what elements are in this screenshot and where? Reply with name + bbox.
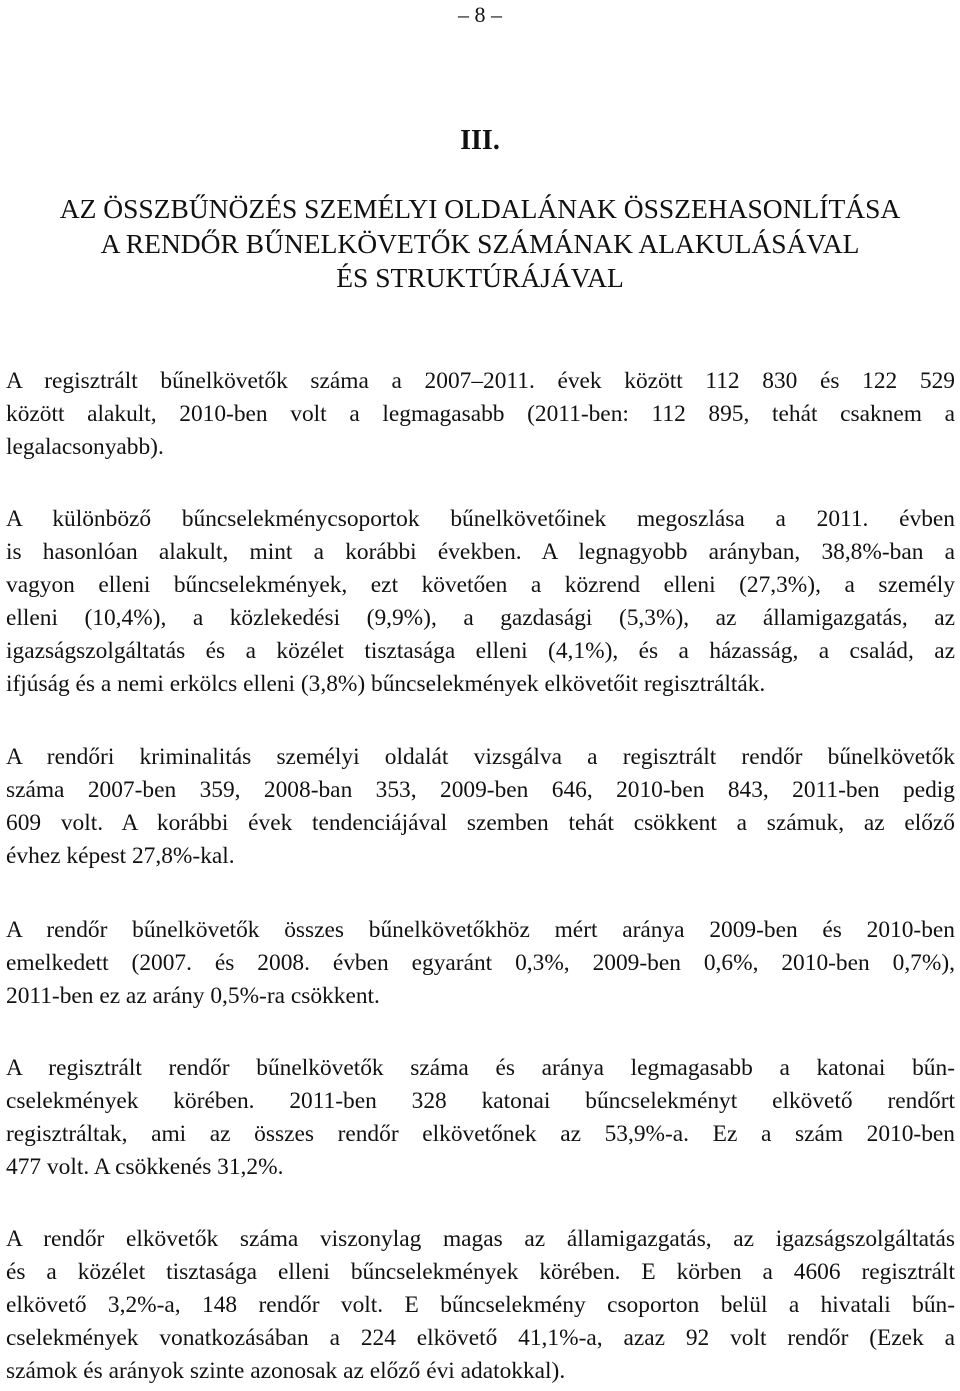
text-line: A regisztrált bűnelkövetők száma a 2007–2011. évek között 112 830 és 122 529	[6, 368, 955, 394]
text-line: száma 2007-ben 359, 2008-ban 353, 2009-ben 646, 2010-ben 843, 2011-ben pedig	[6, 777, 955, 803]
text-line: A különböző bűncselekménycsoportok bűnelkövetőinek megoszlása a 2011. évben	[6, 506, 955, 532]
paragraph	[6, 741, 955, 873]
text-line: legalacsonyabb).	[6, 434, 164, 460]
text-line: A rendőr elkövetők száma viszonylag magas az államigazgatás, az igazságszolgáltatás	[6, 1226, 955, 1252]
text-line: A rendőr bűnelkövetők összes bűnelkövetőkhöz mért aránya 2009-ben és 2010-ben	[6, 917, 955, 943]
text-line: A rendőri kriminalitás személyi oldalát vizsgálva a regisztrált rendőr bűnelkövetők	[6, 744, 955, 770]
text-line: 609 volt. A korábbi évek tendenciájával szemben tehát csökkent a számuk, az előző	[6, 810, 955, 836]
chapter-title	[0, 192, 960, 296]
chapter-title-line: A RENDŐR BŰNELKÖVETŐK SZÁMÁNAK ALAKULÁSÁVAL	[100, 227, 860, 259]
text-line: vagyon elleni bűncselekmények, ezt követően a közrend elleni (27,3%), a személy	[6, 572, 955, 598]
text-line: cselekmények vonatkozásában a 224 elkövető 41,1%-a, azaz 92 volt rendőr (Ezek a	[6, 1325, 955, 1351]
chapter-number: III.	[460, 125, 500, 156]
paragraph	[6, 914, 955, 1013]
chapter-title-line: ÉS STRUKTÚRÁJÁVAL	[336, 262, 624, 293]
page-number: – 8 –	[458, 2, 502, 27]
text-line: igazságszolgáltatás és a közélet tisztasága elleni (4,1%), és a házasság, a család, az	[6, 638, 955, 664]
text-line: A regisztrált rendőr bűnelkövetők száma és aránya legmagasabb a katonai bűn-	[6, 1055, 955, 1081]
text-line: elkövető 3,2%-a, 148 rendőr volt. E bűncselekmény csoporton belül a hivatali bűn-	[6, 1292, 955, 1318]
text-line: 477 volt. A csökkenés 31,2%.	[6, 1154, 284, 1180]
text-line: cselekmények körében. 2011-ben 328 katonai bűncselekményt elkövető rendőrt	[6, 1088, 955, 1114]
chapter-title-line: AZ ÖSSZBŰNÖZÉS SZEMÉLYI OLDALÁNAK ÖSSZEHASONLÍTÁSA	[59, 193, 901, 224]
text-line: 2011-ben ez az arány 0,5%-ra csökkent.	[6, 983, 380, 1009]
paragraph	[6, 1052, 955, 1184]
text-line: elleni (10,4%), a közlekedési (9,9%), a gazdasági (5,3%), az államigazgatás, az	[6, 605, 955, 631]
text-line: között alakult, 2010-ben volt a legmagasabb (2011-ben: 112 895, tehát csaknem a	[6, 401, 955, 427]
text-line: emelkedett (2007. és 2008. évben egyaránt 0,3%, 2009-ben 0,6%, 2010-ben 0,7%),	[6, 950, 955, 976]
text-line: is hasonlóan alakult, mint a korábbi években. A legnagyobb arányban, 38,8%-ban a	[6, 539, 955, 565]
paragraph	[6, 365, 955, 464]
text-line: és a közélet tisztasága elleni bűncselekmények körében. E körben a 4606 regisztrált	[6, 1259, 955, 1285]
text-line: regisztráltak, ami az összes rendőr elkövetőnek az 53,9%-a. Ez a szám 2010-ben	[6, 1121, 955, 1147]
paragraph	[6, 503, 955, 701]
paragraph	[6, 1223, 955, 1388]
text-line: évhez képest 27,8%-kal.	[6, 843, 235, 869]
text-line: ifjúság és a nemi erkölcs elleni (3,8%) bűncselekmények elkövetőit regisztrálták.	[6, 671, 766, 697]
text-line: számok és arányok szinte azonosak az előző évi adatokkal).	[6, 1358, 566, 1384]
